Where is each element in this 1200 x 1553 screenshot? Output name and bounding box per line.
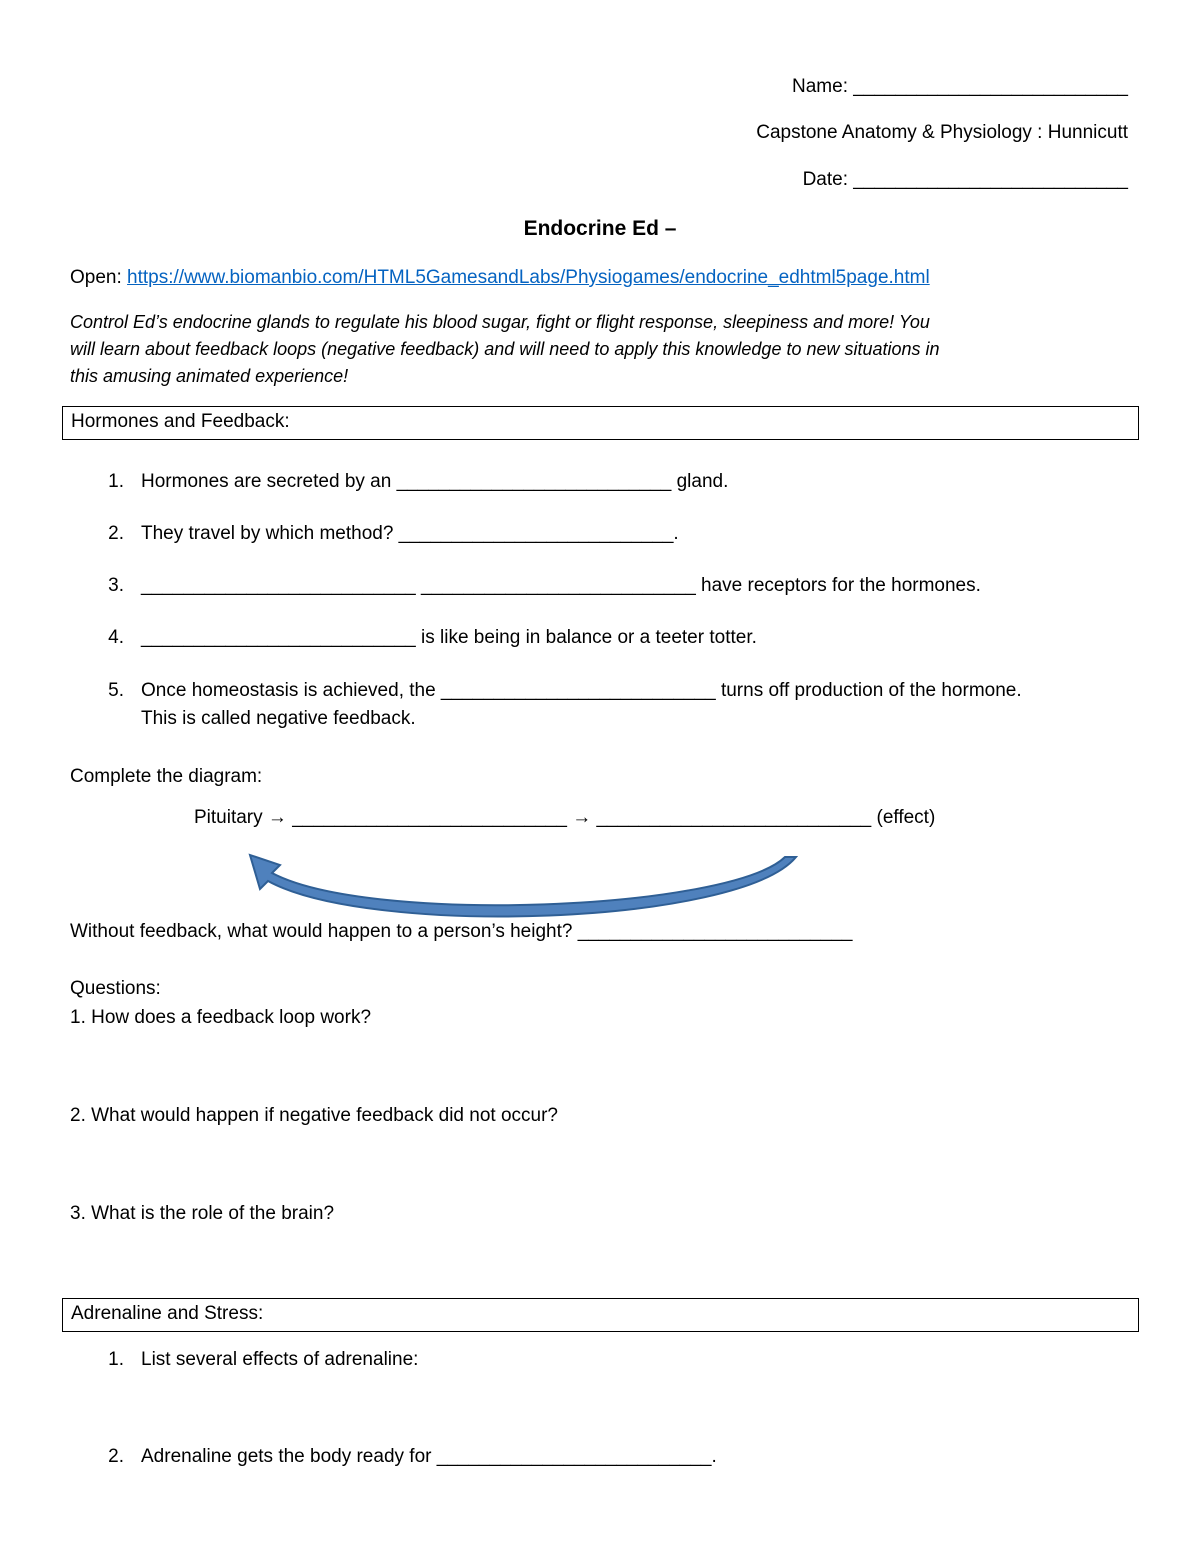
item-text[interactable]: Once homeostasis is achieved, the __________________________ turns off production of the hormone. (141, 680, 1022, 701)
item-number: 2. (108, 523, 124, 544)
section-heading: Adrenaline and Stress: (71, 1303, 264, 1324)
question-3: 3. What is the role of the brain? (70, 1203, 335, 1224)
question-2: 2. What would happen if negative feedback did not occur? (70, 1105, 558, 1126)
section-heading: Hormones and Feedback: (71, 411, 290, 432)
game-link[interactable]: https://www.biomanbio.com/HTML5GamesandLabs/Physiogames/endocrine_edhtml5page.html (127, 267, 930, 288)
item-text-continued: This is called negative feedback. (141, 708, 416, 729)
date-field[interactable]: Date: __________________________ (802, 169, 1128, 190)
diagram-line[interactable]: Pituitary → __________________________ → __________________________ (effect) (194, 807, 936, 828)
item-number: 1. (108, 1349, 124, 1370)
item-number: 1. (108, 471, 124, 492)
open-line (70, 267, 930, 289)
item-text[interactable]: __________________________ __________________________ have receptors for the hormones. (141, 575, 981, 596)
intro-line-2: will learn about feedback loops (negative feedback) and will need to apply this knowledge to new situations in (70, 339, 940, 359)
item-number: 4. (108, 627, 124, 648)
section-hormones-feedback (62, 406, 1139, 440)
item-text[interactable]: __________________________ is like being in balance or a teeter totter. (141, 627, 757, 648)
height-question[interactable]: Without feedback, what would happen to a person’s height? __________________________ (70, 921, 853, 942)
section-adrenaline-stress (62, 1298, 1139, 1332)
item-text[interactable]: They travel by which method? __________________________. (141, 523, 679, 544)
item-text[interactable]: Hormones are secreted by an __________________________ gland. (141, 471, 729, 492)
intro-line-3: this amusing animated experience! (70, 366, 349, 386)
questions-heading: Questions: (70, 978, 161, 999)
question-1: 1. How does a feedback loop work? (70, 1007, 372, 1028)
intro-line-1: Control Ed’s endocrine glands to regulate his blood sugar, fight or flight response, sleepiness and more! You (70, 312, 930, 332)
item-number: 2. (108, 1446, 124, 1467)
item-text: List several effects of adrenaline: (141, 1349, 419, 1370)
item-number: 3. (108, 575, 124, 596)
open-label: Open: (70, 267, 122, 288)
course-line: Capstone Anatomy & Physiology : Hunnicutt (756, 122, 1128, 143)
feedback-arrow-icon (230, 845, 810, 925)
diagram-label: Complete the diagram: (70, 766, 263, 787)
name-field[interactable]: Name: __________________________ (792, 76, 1128, 97)
item-number: 5. (108, 680, 124, 701)
page-title: Endocrine Ed – (523, 217, 677, 240)
item-text[interactable]: Adrenaline gets the body ready for __________________________. (141, 1446, 717, 1467)
